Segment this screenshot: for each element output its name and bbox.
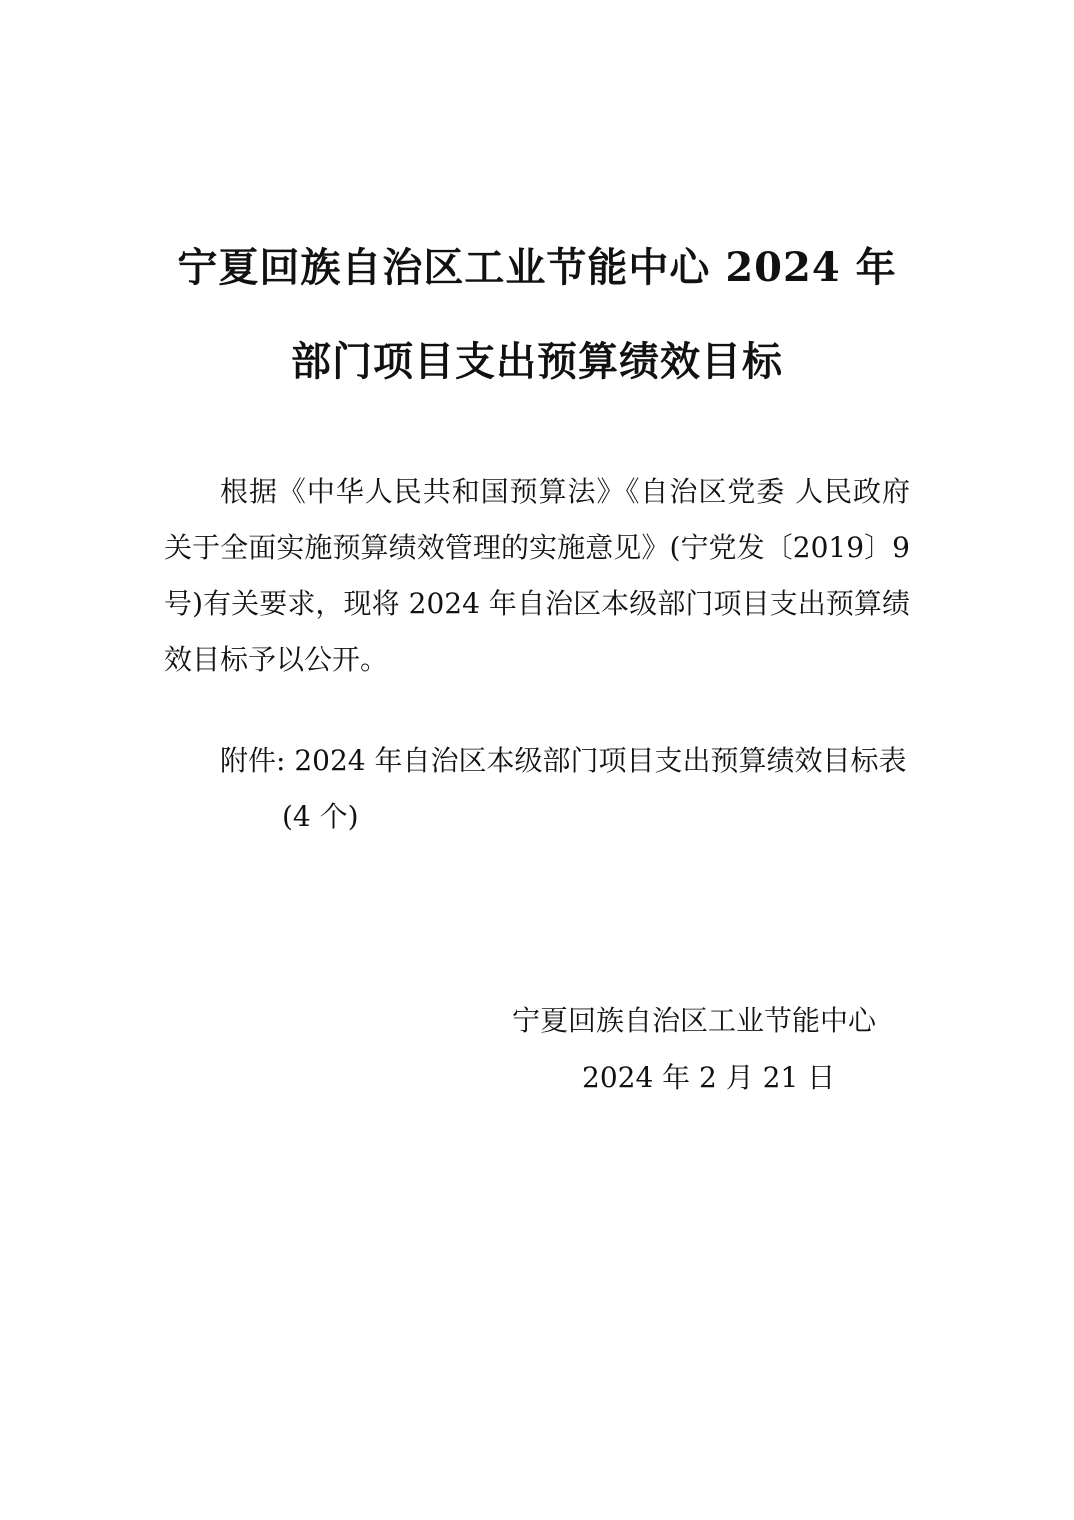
signature-date: 2024 年 2 月 21 日 (582, 1061, 836, 1094)
body-paragraph: 根据《中华人民共和国预算法》《自治区党委 人民政府关于全面实施预算绩效管理的实施意见》(宁党发〔2019〕9号)有关要求，现将 2024 年自治区本级部门项目支出预算绩效目标予以公开。 (164, 475, 910, 676)
attachment-line1: 附件: 2024 年自治区本级部门项目支出预算绩效目标表 (220, 744, 907, 777)
document-title-line1: 宁夏回族自治区工业节能中心 2024 年 (177, 244, 897, 291)
document-title-line2: 部门项目支出预算绩效目标 (291, 338, 783, 385)
attachment-line2: (4 个) (282, 800, 359, 833)
signature-organization: 宁夏回族自治区工业节能中心 (512, 1004, 877, 1037)
